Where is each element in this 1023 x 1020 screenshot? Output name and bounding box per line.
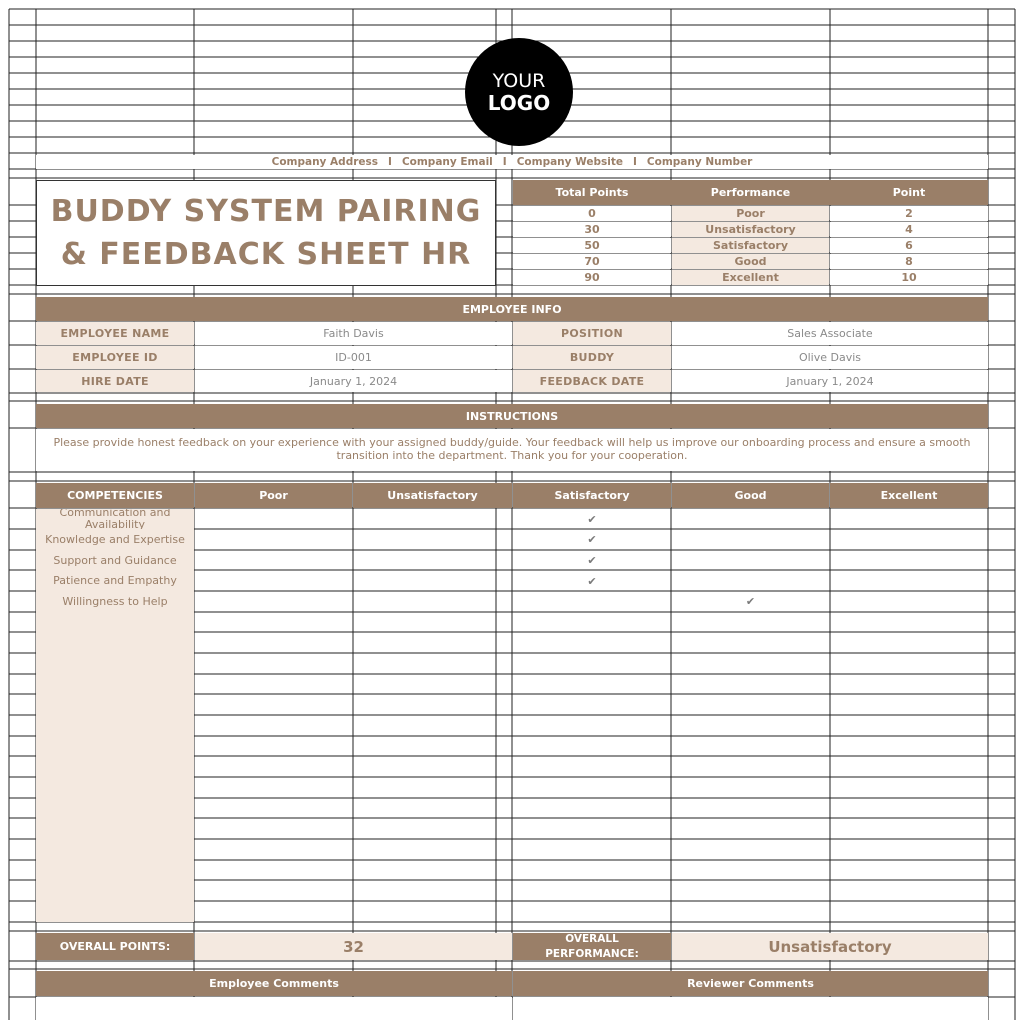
- competency-name: Willingness to Help: [62, 594, 168, 608]
- scale-header-performance: Performance: [671, 180, 830, 205]
- company-contact-line: [36, 155, 988, 169]
- scale-total-points: 30: [513, 222, 671, 237]
- hire-date-label: HIRE DATE: [36, 370, 194, 392]
- scale-header-total: Total Points: [513, 180, 671, 205]
- employee-comments-box[interactable]: [36, 997, 512, 1020]
- feedback-date-label: FEEDBACK DATE: [513, 370, 671, 392]
- competency-name: Patience and Empathy: [53, 574, 177, 587]
- employee-name-label: EMPLOYEE NAME: [36, 322, 194, 345]
- position-value[interactable]: Sales Associate: [672, 322, 988, 345]
- competency-header-2: Unsatisfactory: [353, 483, 512, 508]
- page-title: [36, 180, 496, 286]
- company-address: Company Address: [271, 156, 379, 168]
- competency-header-4: Good: [672, 483, 829, 508]
- scale-performance: Good: [672, 254, 829, 269]
- scale-point: 4: [830, 222, 988, 237]
- employee-info-header: EMPLOYEE INFO: [36, 297, 988, 321]
- scale-total-points: 70: [513, 254, 671, 269]
- competency-header-3: Satisfactory: [513, 483, 671, 508]
- scale-total-points: 90: [513, 270, 671, 285]
- scale-header-point: Point: [830, 180, 988, 205]
- scale-performance: Excellent: [672, 270, 829, 285]
- company-number: Company Number: [646, 156, 753, 168]
- instructions-text: Please provide honest feedback on your experience with your assigned buddy/guide. Your feedback will help us improve our onboarding process and ensure a smooth transition into the department. Thank you for your cooperation.: [36, 429, 988, 471]
- scale-performance: Poor: [672, 206, 829, 221]
- competency-name: Knowledge and Expertise: [45, 532, 185, 546]
- buddy-label: BUDDY: [513, 346, 671, 369]
- logo-line2: LOGO: [487, 91, 551, 115]
- competency-name: Support and Guidance: [53, 553, 177, 567]
- separator: I: [632, 156, 637, 168]
- position-label: POSITION: [513, 322, 671, 345]
- scale-point: 2: [830, 206, 988, 221]
- competency-name: Communication and Availability: [59, 509, 171, 529]
- employee-comments-header: Employee Comments: [36, 971, 512, 996]
- scale-point: 6: [830, 238, 988, 253]
- competency-header-5: Excellent: [830, 483, 988, 508]
- employee-id-label: EMPLOYEE ID: [36, 346, 194, 369]
- scale-performance: Unsatisfactory: [672, 222, 829, 237]
- overall-performance-value: Unsatisfactory: [672, 933, 988, 960]
- employee-name-value[interactable]: Faith Davis: [195, 322, 512, 345]
- scale-point: 8: [830, 254, 988, 269]
- competency-header-0: COMPETENCIES: [36, 483, 194, 508]
- rating-check-icon[interactable]: ✔: [587, 512, 597, 526]
- company-logo: [465, 38, 573, 146]
- overall-points-label: OVERALL POINTS:: [36, 933, 194, 960]
- overall-points-value: 32: [195, 933, 512, 960]
- title-line1: BUDDY SYSTEM PAIRING: [50, 194, 482, 229]
- reviewer-comments-box[interactable]: [513, 997, 988, 1020]
- company-email: Company Email: [401, 156, 493, 168]
- hire-date-value[interactable]: January 1, 2024: [195, 370, 512, 392]
- instructions-header: INSTRUCTIONS: [36, 404, 988, 428]
- rating-check-icon[interactable]: ✔: [745, 595, 756, 608]
- rating-check-icon[interactable]: ✔: [587, 554, 597, 567]
- separator: I: [388, 156, 392, 168]
- scale-total-points: 0: [513, 206, 671, 221]
- feedback-date-value[interactable]: January 1, 2024: [672, 370, 988, 392]
- logo-line1: YOUR: [492, 70, 546, 92]
- competency-header-1: Poor: [195, 483, 352, 508]
- employee-id-value[interactable]: ID-001: [195, 346, 512, 369]
- overall-performance-label: OVERALL PERFORMANCE:: [513, 933, 671, 960]
- scale-performance: Satisfactory: [672, 238, 829, 253]
- buddy-value[interactable]: Olive Davis: [672, 346, 988, 369]
- rating-check-icon[interactable]: ✔: [587, 574, 597, 588]
- scale-total-points: 50: [513, 238, 671, 253]
- company-website: Company Website: [516, 156, 623, 168]
- scale-point: 10: [830, 270, 988, 285]
- rating-check-icon[interactable]: ✔: [587, 533, 597, 546]
- separator: I: [502, 156, 507, 168]
- reviewer-comments-header: Reviewer Comments: [513, 971, 988, 996]
- title-line2: & FEEDBACK SHEET HR: [60, 237, 472, 272]
